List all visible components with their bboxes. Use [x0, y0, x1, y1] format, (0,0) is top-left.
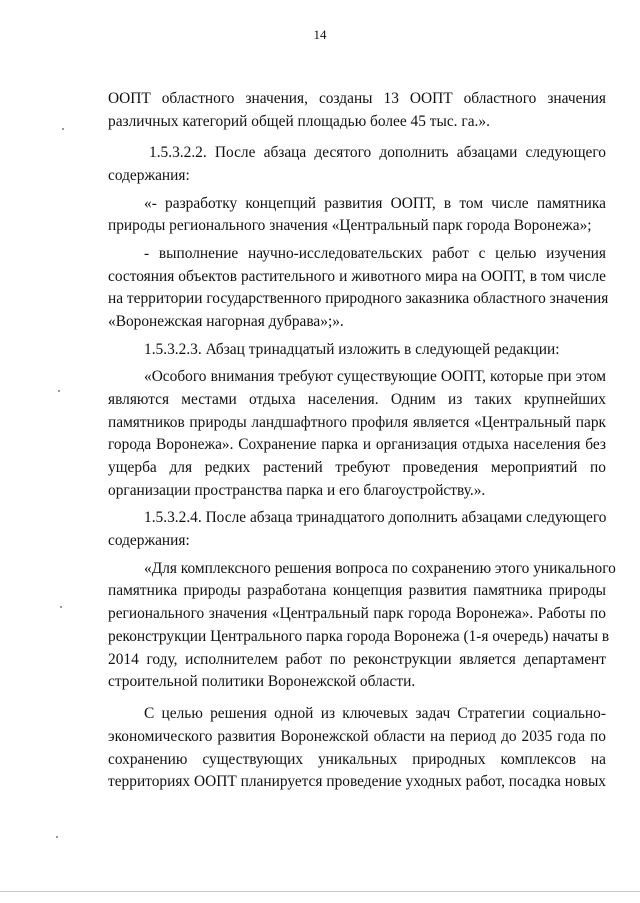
- text-line: территориях ООПТ планируется проведение уходных работ, посадка новых: [108, 773, 606, 791]
- scan-speck: [56, 836, 58, 838]
- paragraph-3: [108, 193, 606, 239]
- text-line: содержания:: [108, 532, 190, 550]
- paragraph-2: [108, 142, 606, 188]
- text-line: «- разработку концепций развития ООПТ, в том числе памятника: [144, 194, 606, 212]
- text-line: являются местами отдыха населения. Одним из таких крупнейших: [108, 390, 606, 408]
- text-line: ущерба для редких растений требуют проведения мероприятий по: [108, 459, 606, 477]
- text-line: регионального значения «Центральный парк города Воронежа». Работы по: [108, 605, 606, 623]
- text-line: ООПТ областного значения, созданы 13 ООПТ областного значения: [108, 90, 606, 107]
- text-line: «Воронежская нагорная дубрава»;».: [108, 313, 344, 331]
- text-line: города Воронежа». Сохранение парка и организация отдыха населения без: [108, 436, 606, 454]
- paragraph-5: [108, 339, 606, 362]
- document-body: [108, 88, 616, 803]
- text-line: экономического развития Воронежской области на период до 2035 года по: [108, 727, 606, 745]
- text-line: - выполнение научно-исследовательских работ с целью изучения: [144, 244, 606, 262]
- paragraph-7: [108, 507, 606, 553]
- scan-speck: [62, 128, 64, 130]
- text-line: «Особого внимания требуют существующие ООПТ, которые при этом: [144, 367, 606, 385]
- text-line: памятника природы разработана концепция развития памятника природы: [108, 582, 606, 600]
- scan-speck: [58, 390, 60, 392]
- paragraph-4: [108, 243, 609, 334]
- text-line: С целью решения одной из ключевых задач Стратегии социально-: [144, 705, 606, 723]
- text-line: 1.5.3.2.2. После абзаца десятого дополнить абзацами следующего: [149, 144, 606, 162]
- text-line: сохранению существующих уникальных природных комплексов на: [108, 750, 606, 768]
- paragraph-8: [108, 558, 616, 695]
- text-line: 1.5.3.2.3. Абзац тринадцатый изложить в следующей редакции:: [144, 340, 560, 358]
- text-line: памятников природы ландшафтного профиля является «Центральный парк: [108, 413, 606, 431]
- text-line: содержания:: [108, 167, 190, 185]
- text-line: строительной политики Воронежской области.: [108, 673, 416, 691]
- text-line: 2014 году, исполнителем работ по реконструкции является департамент: [108, 650, 606, 668]
- page-number: 14: [313, 27, 327, 42]
- text-line: «Для комплексного решения вопроса по сохранению этого уникального: [144, 559, 616, 577]
- text-line: состояния объектов растительного и животного мира на ООПТ, в том числе: [108, 267, 606, 285]
- text-line: 1.5.3.2.4. После абзаца тринадцатого дополнить абзацами следующего: [144, 509, 607, 527]
- text-line: реконструкции Центрального парка города Воронежа (1-я очередь) начаты в: [108, 627, 610, 645]
- paragraph-1: [108, 88, 606, 134]
- text-line: природы регионального значения «Центральный парк города Воронежа»;: [108, 217, 592, 235]
- paragraph-6: [108, 366, 606, 503]
- page-bottom-edge: [0, 891, 640, 892]
- text-line: различных категорий общей площадью более 45 тыс. га.».: [108, 112, 490, 130]
- text-line: организации пространства парка и его благоустройству.».: [108, 481, 486, 499]
- paragraph-9: [108, 703, 606, 794]
- text-line: на территории государственного природного заказника областного значения: [108, 290, 609, 308]
- scan-speck: [60, 606, 62, 608]
